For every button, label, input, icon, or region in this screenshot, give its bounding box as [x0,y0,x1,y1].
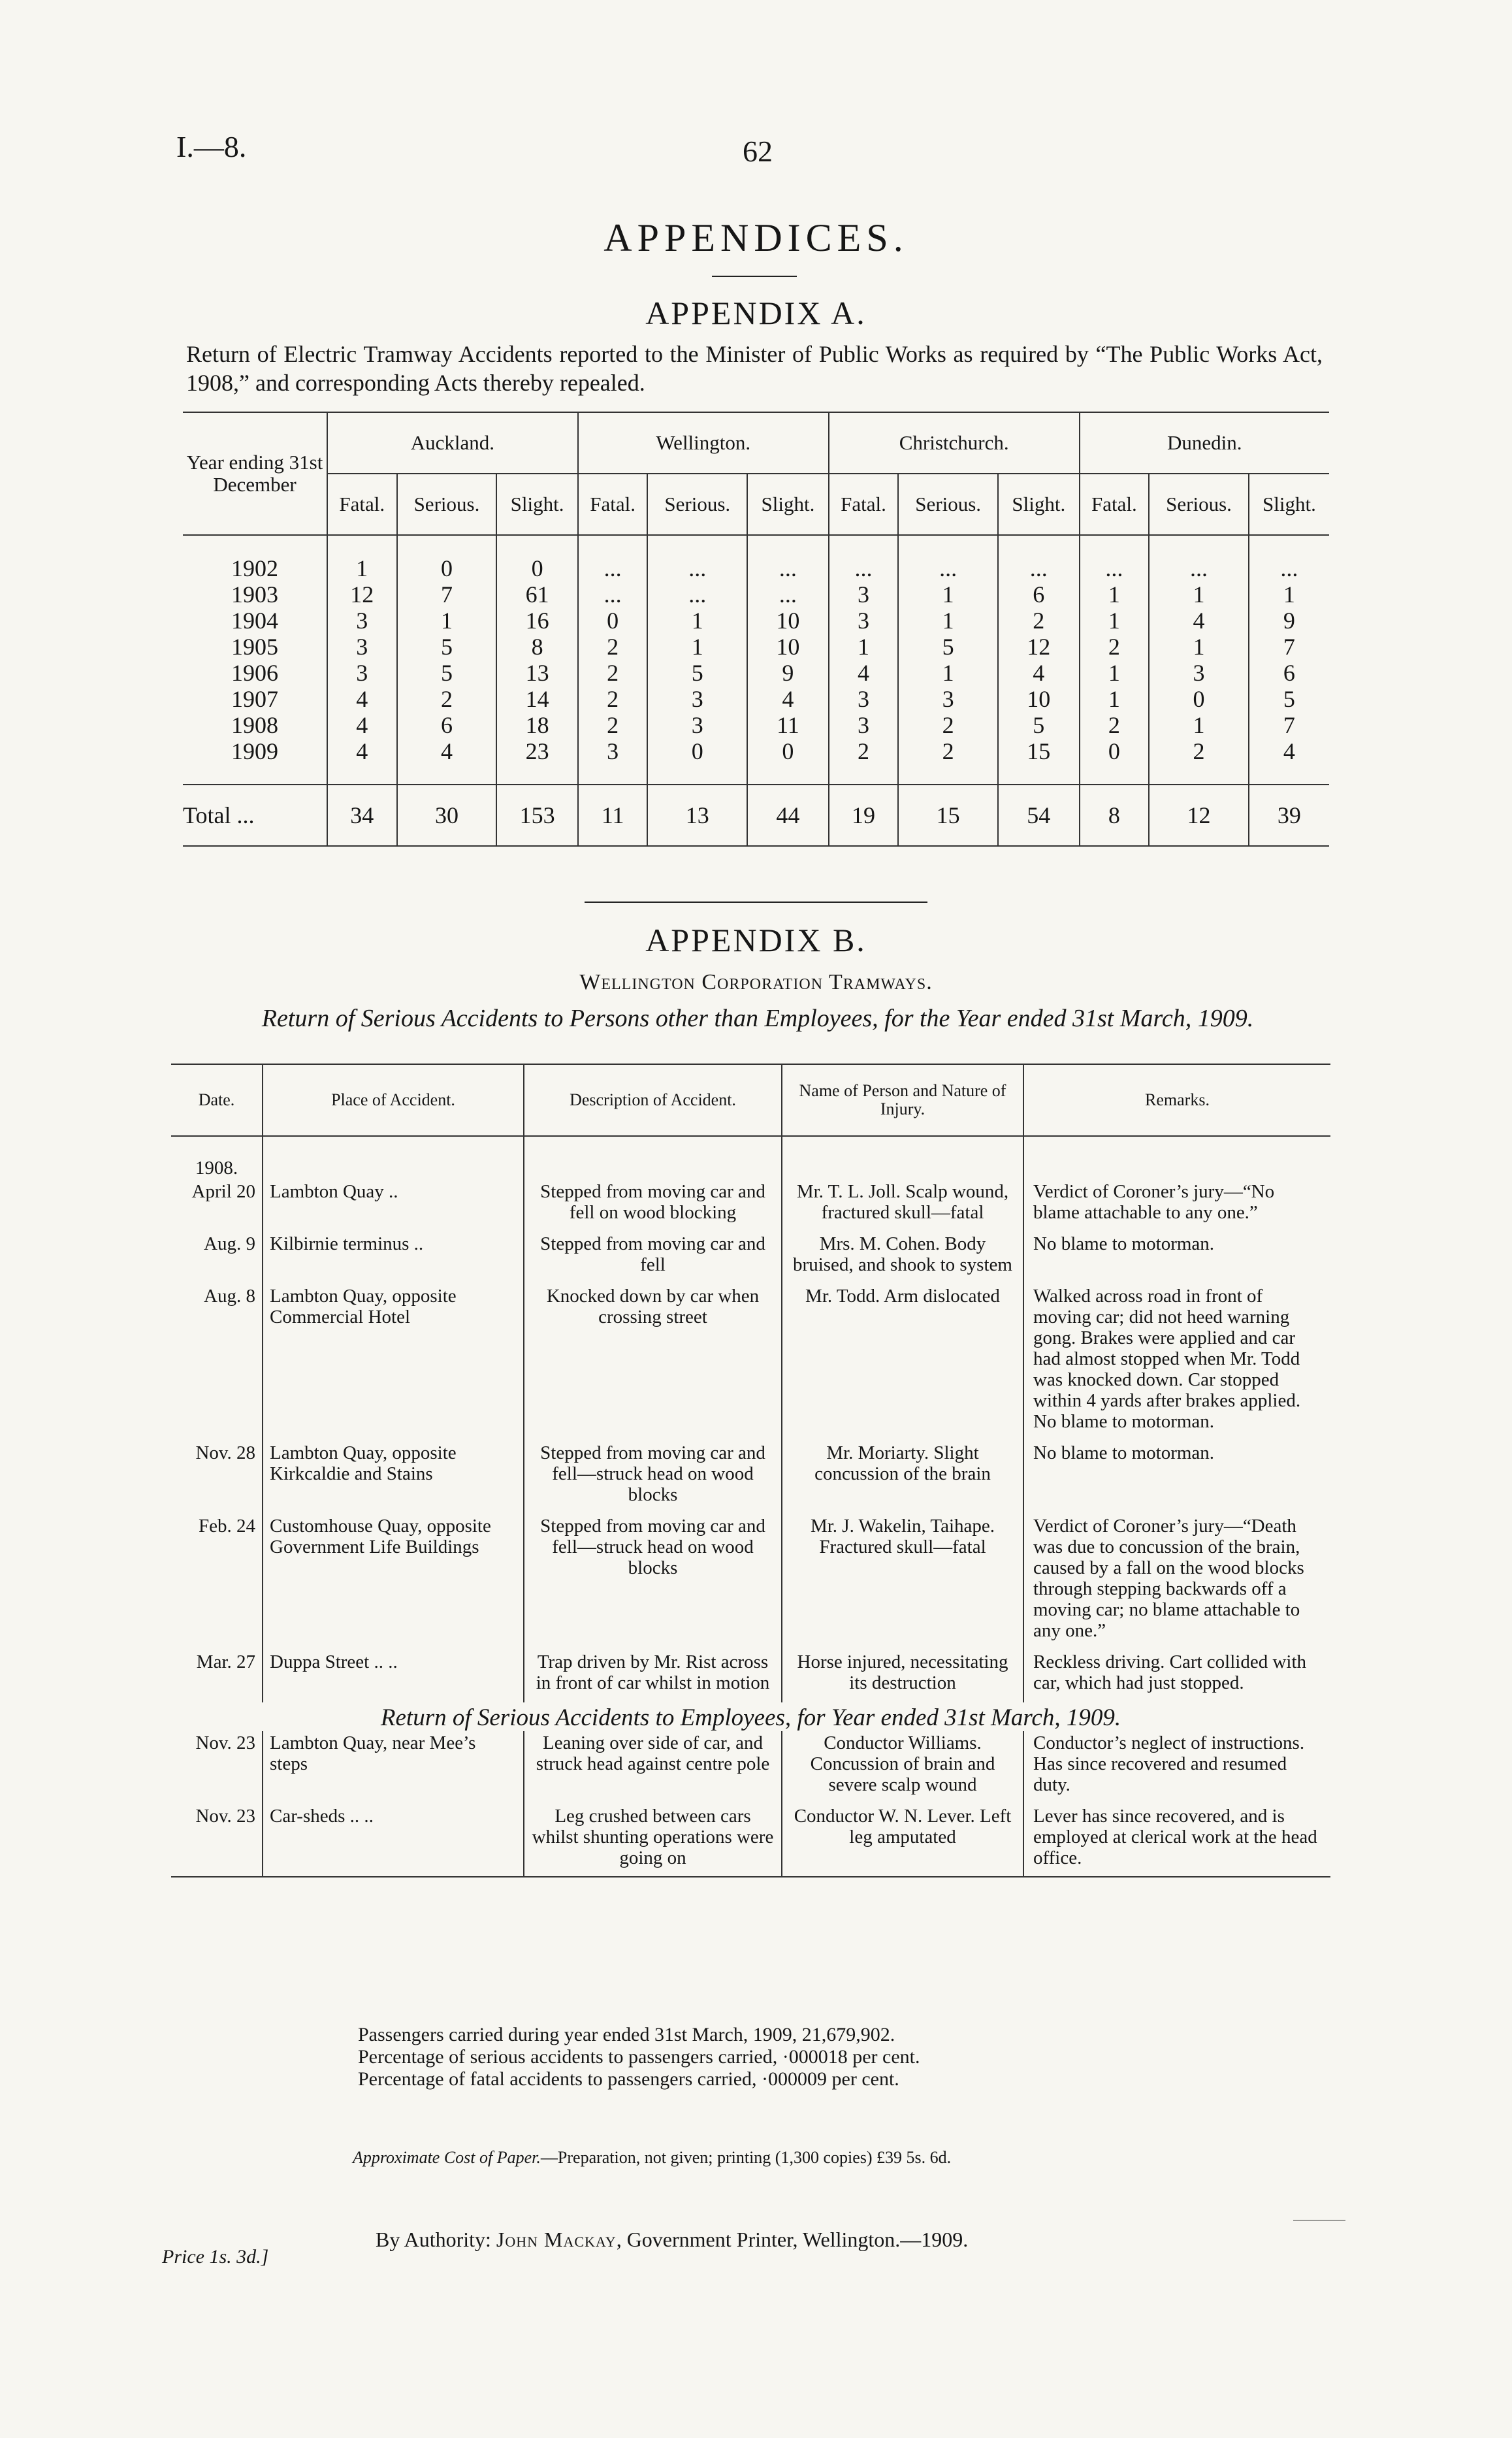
table-row [183,712,1329,738]
value-cell: 4 [397,738,497,785]
total-cell: 54 [998,785,1080,846]
total-cell: 8 [1080,785,1150,846]
value-cell: 2 [898,712,998,738]
value-cell: ... [578,581,648,608]
cost-note [353,2148,951,2168]
value-cell: 4 [327,686,397,712]
value-cell: ... [998,535,1080,581]
description-cell: Stepped from moving car and fell—struck head on wood blocks [524,1514,782,1642]
value-cell: 2 [898,738,998,785]
value-cell: 3 [829,581,899,608]
year-cell: 1908 [231,712,278,738]
cost-text: —Preparation, not given; printing (1,300 copies) £39 5s. 6d. [540,2148,952,2167]
year-cell: 1906 [231,660,278,686]
year-cell: 1902 [231,555,278,581]
col-slight: Slight. [496,474,578,535]
value-cell: ... [1080,535,1150,581]
injury-cell: Conductor W. N. Lever. Left leg amputated [782,1804,1023,1877]
value-cell: 1 [829,634,899,660]
value-cell: ... [647,581,747,608]
printer-authority [376,2228,968,2252]
city-header-christchurch: Christchurch. [829,412,1080,474]
value-cell: ... [578,535,648,581]
injury-cell: Conductor Williams. Concussion of brain and severe scalp wound [782,1731,1023,1796]
remarks-cell: Lever has since recovered, and is employed at clerical work at the head office. [1023,1804,1330,1877]
value-cell: 4 [829,660,899,686]
value-cell: 4 [1149,608,1249,634]
table-row [183,608,1329,634]
value-cell: 1 [898,581,998,608]
remarks-cell: No blame to motorman. [1023,1441,1330,1506]
value-cell: 0 [647,738,747,785]
stat-line: Percentage of fatal accidents to passengers carried, ·000009 per cent. [358,2068,899,2090]
value-cell: 3 [327,608,397,634]
remarks-cell: No blame to motorman. [1023,1232,1330,1276]
value-cell: 1 [898,660,998,686]
value-cell: 6 [1249,660,1329,686]
col-fatal: Fatal. [578,474,648,535]
value-cell: 3 [578,738,648,785]
title-divider [712,276,797,277]
col-date: Date. [171,1064,263,1136]
value-cell: ... [829,535,899,581]
description-cell: Stepped from moving car and fell on wood blocking [524,1180,782,1224]
total-cell: 11 [578,785,648,846]
city-header-dunedin: Dunedin. [1080,412,1329,474]
value-cell: 1 [327,535,397,581]
value-cell: 12 [327,581,397,608]
date-cell: Feb. 24 [199,1516,255,1536]
accident-row [171,1284,1330,1433]
col-serious: Serious. [647,474,747,535]
accident-row [171,1650,1330,1695]
total-cell: 153 [496,785,578,846]
appendix-a-caption: Return of Electric Tramway Accidents reported to the Minister of Public Works as required by “The Public Works Act, 1908,” and corresponding Acts thereby repealed. [186,341,1323,396]
table-row [183,634,1329,660]
col-slight: Slight. [998,474,1080,535]
accident-row [171,1441,1330,1506]
appendix-b-caption: Return of Serious Accidents to Persons other than Employees, for the Year ended 31st March, 1909. [261,1005,1254,1032]
col-description: Description of Accident. [524,1064,782,1136]
value-cell: 14 [496,686,578,712]
page-identifier: I.—8. [176,130,247,163]
accident-row [171,1232,1330,1276]
value-cell: 5 [397,634,497,660]
value-cell: 3 [327,634,397,660]
value-cell: 16 [496,608,578,634]
value-cell: 6 [397,712,497,738]
date-cell: Nov. 23 [195,1732,255,1753]
value-cell: 2 [1080,712,1150,738]
col-injury: Name of Person and Nature of Injury. [782,1064,1023,1136]
date-cell: April 20 [191,1181,255,1202]
value-cell: 10 [747,634,829,660]
place-cell: Duppa Street .. .. [263,1650,524,1695]
value-cell: 5 [998,712,1080,738]
value-cell: 10 [747,608,829,634]
total-cell: 19 [829,785,899,846]
value-cell: 0 [578,608,648,634]
injury-cell: Mrs. M. Cohen. Body bruised, and shook to system [782,1232,1023,1276]
col-place: Place of Accident. [263,1064,524,1136]
section-divider [585,902,927,903]
cost-label: Approximate Cost of Paper. [353,2148,541,2167]
value-cell: 3 [898,686,998,712]
value-cell: 8 [496,634,578,660]
place-cell: Customhouse Quay, opposite Government Life Buildings [263,1514,524,1642]
printer-name: John Mackay [496,2228,617,2251]
year-cell: 1907 [231,686,278,712]
table-row [183,686,1329,712]
table-row [183,581,1329,608]
value-cell: 15 [998,738,1080,785]
value-cell: 2 [1080,634,1150,660]
value-cell: 2 [397,686,497,712]
remarks-cell: Walked across road in front of moving car; did not heed warning gong. Brakes were applied and car had almost stopped when Mr. Todd was knocked down. Car stopped within 4 yards after brakes applied. No blame to motorman. [1023,1284,1330,1433]
value-cell: 1 [898,608,998,634]
description-cell: Leaning over side of car, and struck head against centre pole [524,1731,782,1796]
col-slight: Slight. [1249,474,1329,535]
accident-row [171,1514,1330,1642]
total-label: Total ... [183,785,327,846]
city-header-wellington: Wellington. [578,412,829,474]
total-cell: 30 [397,785,497,846]
value-cell: 2 [578,634,648,660]
value-cell: 0 [1149,686,1249,712]
accident-row [171,1180,1330,1224]
year-cell: 1909 [231,738,278,764]
year-cell: 1903 [231,581,278,608]
place-cell: Lambton Quay, opposite Kirkcaldie and Stains [263,1441,524,1506]
value-cell: 5 [1249,686,1329,712]
value-cell: 7 [397,581,497,608]
description-cell: Stepped from moving car and fell—struck head on wood blocks [524,1441,782,1506]
value-cell: 1 [1149,634,1249,660]
value-cell: 3 [829,686,899,712]
passenger-statistics [358,2024,920,2090]
col-remarks: Remarks. [1023,1064,1330,1136]
col-fatal: Fatal. [1080,474,1150,535]
injury-cell: Mr. T. L. Joll. Scalp wound, fractured skull—fatal [782,1180,1023,1224]
injury-cell: Mr. J. Wakelin, Taihape. Fractured skull—fatal [782,1514,1023,1642]
value-cell: 1 [1149,581,1249,608]
total-cell: 39 [1249,785,1329,846]
description-cell: Leg crushed between cars whilst shunting operations were going on [524,1804,782,1877]
year-cell: 1904 [231,608,278,634]
employees-caption: Return of Serious Accidents to Employees, for Year ended 31st March, 1909. [380,1704,1121,1731]
value-cell: 4 [327,738,397,785]
value-cell: 4 [327,712,397,738]
appendix-a-title: APPENDIX A. [645,295,867,331]
value-cell: ... [1249,535,1329,581]
value-cell: 5 [397,660,497,686]
accident-row [171,1731,1330,1796]
total-row [183,785,1329,846]
total-cell: 13 [647,785,747,846]
value-cell: 23 [496,738,578,785]
stat-line: Passengers carried during year ended 31st March, 1909, 21,679,902. [358,2024,895,2045]
serious-accidents-table [171,1064,1330,1877]
value-cell: 2 [1149,738,1249,785]
value-cell: 3 [829,608,899,634]
value-cell: 7 [1249,634,1329,660]
col-serious: Serious. [1149,474,1249,535]
value-cell: 2 [829,738,899,785]
value-cell: 0 [747,738,829,785]
value-cell: 0 [1080,738,1150,785]
value-cell: 5 [647,660,747,686]
value-cell: 1 [397,608,497,634]
table-row [183,738,1329,785]
remarks-cell: Verdict of Coroner’s jury—“Death was due to concussion of the brain, caused by a fall on the wood blocks through stepping backwards off a moving car; no blame attachable to any one.” [1023,1514,1330,1642]
place-cell: Lambton Quay, opposite Commercial Hotel [263,1284,524,1433]
injury-cell: Mr. Moriarty. Slight concussion of the brain [782,1441,1023,1506]
value-cell: 2 [578,712,648,738]
value-cell: 6 [998,581,1080,608]
place-cell: Kilbirnie terminus .. [263,1232,524,1276]
total-cell: 34 [327,785,397,846]
description-cell: Stepped from moving car and fell [524,1232,782,1276]
col-slight: Slight. [747,474,829,535]
value-cell: 1 [1149,712,1249,738]
value-cell: 0 [397,535,497,581]
col-serious: Serious. [397,474,497,535]
year-cell: 1905 [231,634,278,660]
place-cell: Car-sheds .. .. [263,1804,524,1877]
table-row [183,660,1329,686]
stat-line: Percentage of serious accidents to passengers carried, ·000018 per cent. [358,2046,920,2068]
col-serious: Serious. [898,474,998,535]
col-fatal: Fatal. [829,474,899,535]
value-cell: 1 [647,608,747,634]
value-cell: 18 [496,712,578,738]
value-cell: 3 [647,712,747,738]
page-number: 62 [743,135,773,168]
value-cell: 1 [1080,660,1150,686]
injury-cell: Mr. Todd. Arm dislocated [782,1284,1023,1433]
value-cell: 61 [496,581,578,608]
year-header: Year ending 31st December [183,412,327,535]
value-cell: 9 [747,660,829,686]
year-label: 1908. [195,1158,238,1178]
authority-suffix: , Government Printer, Wellington.—1909. [616,2228,969,2251]
price-note: Price 1s. 3d.] [162,2246,269,2267]
table-row [183,535,1329,581]
total-cell: 15 [898,785,998,846]
value-cell: 1 [1249,581,1329,608]
description-cell: Knocked down by car when crossing street [524,1284,782,1433]
value-cell: 1 [1080,608,1150,634]
main-title: APPENDICES. [603,216,909,259]
value-cell: 7 [1249,712,1329,738]
value-cell: 10 [998,686,1080,712]
place-cell: Lambton Quay, near Mee’s steps [263,1731,524,1796]
remarks-cell: Verdict of Coroner’s jury—“No blame attachable to any one.” [1023,1180,1330,1224]
value-cell: ... [898,535,998,581]
value-cell: 3 [829,712,899,738]
value-cell: 0 [496,535,578,581]
value-cell: ... [747,535,829,581]
appendix-b-subtitle: Wellington Corporation Tramways. [579,970,933,994]
value-cell: 12 [998,634,1080,660]
appendix-b-title: APPENDIX B. [645,922,867,958]
value-cell: 9 [1249,608,1329,634]
value-cell: 2 [578,686,648,712]
total-cell: 12 [1149,785,1249,846]
value-cell: 4 [998,660,1080,686]
remarks-cell: Reckless driving. Cart collided with car, which had just stopped. [1023,1650,1330,1695]
value-cell: 3 [327,660,397,686]
value-cell: 13 [496,660,578,686]
value-cell: 3 [1149,660,1249,686]
place-cell: Lambton Quay .. [263,1180,524,1224]
value-cell: 1 [1080,686,1150,712]
injury-cell: Horse injured, necessitating its destruction [782,1650,1023,1695]
description-cell: Trap driven by Mr. Rist across in front of car whilst in motion [524,1650,782,1695]
accident-row [171,1804,1330,1877]
value-cell: 4 [747,686,829,712]
date-cell: Nov. 23 [171,1804,263,1877]
value-cell: 1 [647,634,747,660]
date-cell: Mar. 27 [196,1651,255,1672]
value-cell: 2 [578,660,648,686]
value-cell: 5 [898,634,998,660]
accidents-table [183,412,1329,847]
date-cell: Nov. 28 [195,1442,255,1463]
col-fatal: Fatal. [327,474,397,535]
total-cell: 44 [747,785,829,846]
value-cell: 3 [647,686,747,712]
value-cell: ... [647,535,747,581]
remarks-cell: Conductor’s neglect of instructions. Has since recovered and resumed duty. [1023,1731,1330,1796]
city-header-auckland: Auckland. [327,412,578,474]
value-cell: ... [1149,535,1249,581]
date-cell: Aug. 8 [204,1286,255,1307]
value-cell: ... [747,581,829,608]
value-cell: 2 [998,608,1080,634]
value-cell: 4 [1249,738,1329,785]
value-cell: 11 [747,712,829,738]
value-cell: 1 [1080,581,1150,608]
authority-prefix: By Authority: [376,2228,491,2251]
date-cell: Aug. 9 [204,1233,255,1254]
